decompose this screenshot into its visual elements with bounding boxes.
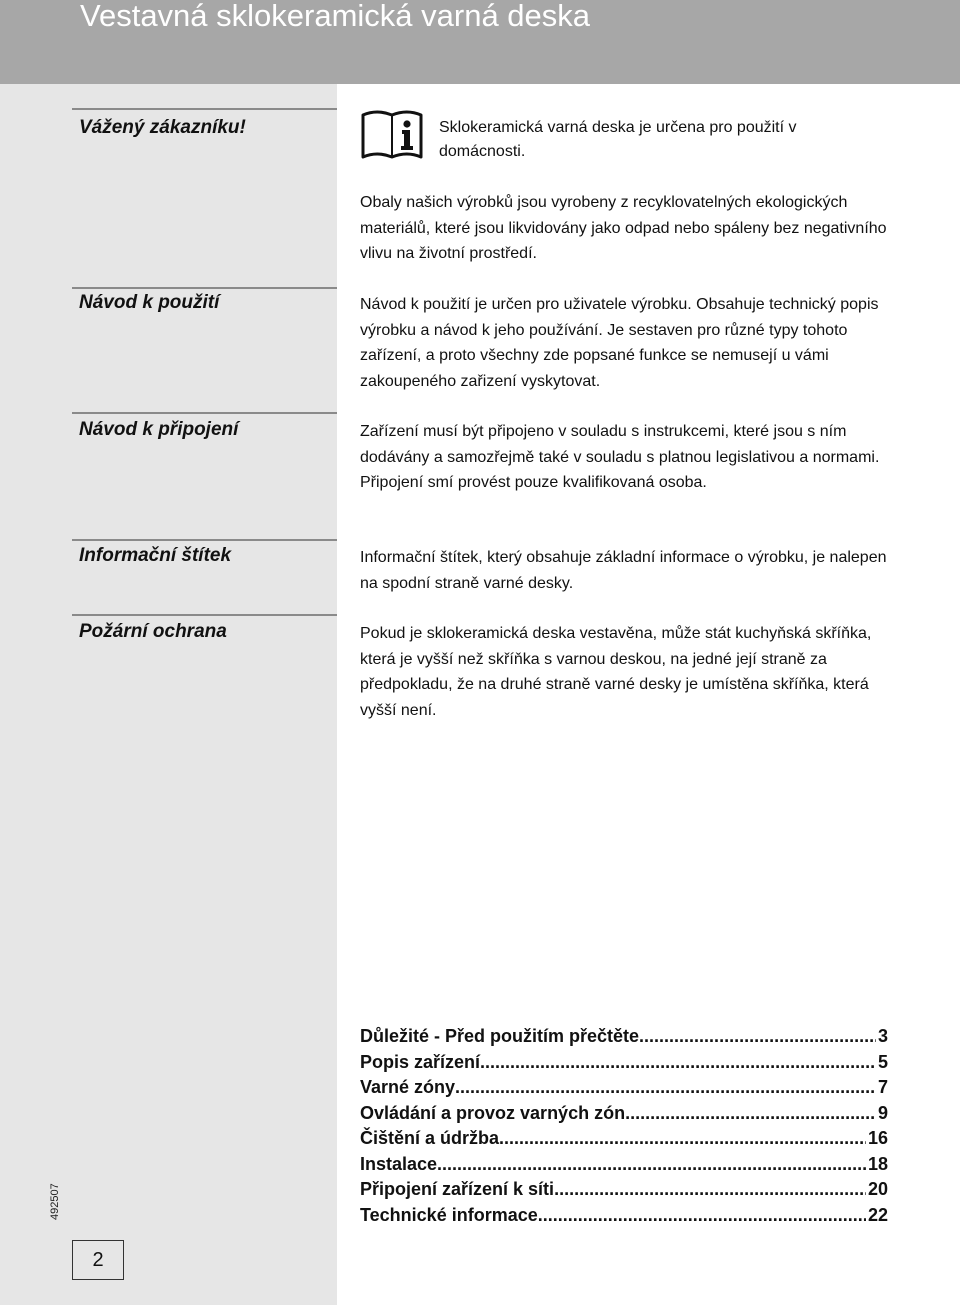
toc-entry[interactable] <box>360 1126 888 1152</box>
toc-page: 9 <box>877 1102 888 1123</box>
toc-page: 18 <box>867 1153 888 1174</box>
toc-page: 16 <box>867 1128 888 1148</box>
heading-connection: Návod k připojení <box>79 419 239 440</box>
heading-greeting: Vážený zákazníku! <box>79 117 246 138</box>
toc-title: Připojení zařízení k síti <box>360 1179 555 1199</box>
intro-paragraph: Sklokeramická varná deska je určena pro použití v domácnosti. <box>439 119 797 160</box>
divider <box>72 539 337 541</box>
table-of-contents <box>360 1024 888 1228</box>
packaging-paragraph: Obaly našich výrobků jsou vyrobeny z recyklovatelných ekologických materiálů, které jsou likvidovány jako odpad nebo spáleny bez negativního vlivu na životní prostředí. <box>360 194 887 262</box>
toc-entry[interactable] <box>360 1177 888 1203</box>
toc-title: Technické informace <box>360 1204 538 1225</box>
toc-page: 7 <box>877 1077 888 1097</box>
connection-paragraph: Zařízení musí být připojeno v souladu s instrukcemi, které jsou s ním dodávány a samozřejmě také v souladu s platnou legislativou a normami. Připojení smí provést pouze kvalifikovaná osoba. <box>360 423 880 491</box>
page-header <box>0 0 960 84</box>
toc-page: 5 <box>877 1051 888 1072</box>
heading-instructions: Návod k použití <box>79 292 220 313</box>
toc-title: Popis zařízení <box>360 1051 481 1072</box>
toc-page: 20 <box>867 1179 888 1199</box>
toc-title: Ovládání a provoz varných zón <box>360 1102 626 1123</box>
toc-title: Instalace <box>360 1153 438 1174</box>
toc-entry[interactable] <box>360 1101 888 1127</box>
rating-plate-paragraph: Informační štítek, který obsahuje základní informace o výrobku, je nalepen na spodní straně varné desky. <box>360 549 887 592</box>
toc-entry[interactable] <box>360 1152 888 1178</box>
toc-page: 3 <box>877 1026 888 1046</box>
divider <box>72 614 337 616</box>
toc-title: Varné zóny <box>360 1077 456 1097</box>
toc-entry[interactable] <box>360 1075 888 1101</box>
info-book-icon <box>359 109 425 161</box>
document-code: 492507 <box>49 1183 61 1221</box>
page-title: Vestavná sklokeramická varná deska <box>80 0 591 33</box>
instructions-paragraph: Návod k použití je určen pro uživatele výrobku. Obsahuje technický popis výrobku a návod k jeho používání. Je sestaven pro různé typy tohoto zařízení, a proto všechny zde popsané funkce se nemusejí u vámi zakoupeného zařizení vyskytovat. <box>360 296 879 390</box>
divider <box>72 287 337 289</box>
toc-title: Důležité - Před použitím přečtěte <box>360 1026 640 1046</box>
heading-rating-plate: Informační štítek <box>79 545 232 566</box>
fire-safety-paragraph: Pokud je sklokeramická deska vestavěna, může stát kuchyňská skříňka, která je vyšší než skříňka s varnou deskou, na jedné její straně za předpokladu, že na druhé straně varné desky je umístěna skříňka, která vyšší není. <box>360 625 872 719</box>
toc-title: Čištění a údržba <box>360 1128 500 1148</box>
divider <box>72 412 337 414</box>
heading-fire-safety: Požární ochrana <box>79 621 227 642</box>
toc-entry[interactable] <box>360 1050 888 1076</box>
toc-page: 22 <box>867 1204 888 1225</box>
sidebar <box>0 84 337 1305</box>
divider <box>72 108 337 110</box>
page-number: 2 <box>72 1240 124 1280</box>
toc-entry[interactable] <box>360 1024 888 1050</box>
toc-entry[interactable] <box>360 1203 888 1229</box>
